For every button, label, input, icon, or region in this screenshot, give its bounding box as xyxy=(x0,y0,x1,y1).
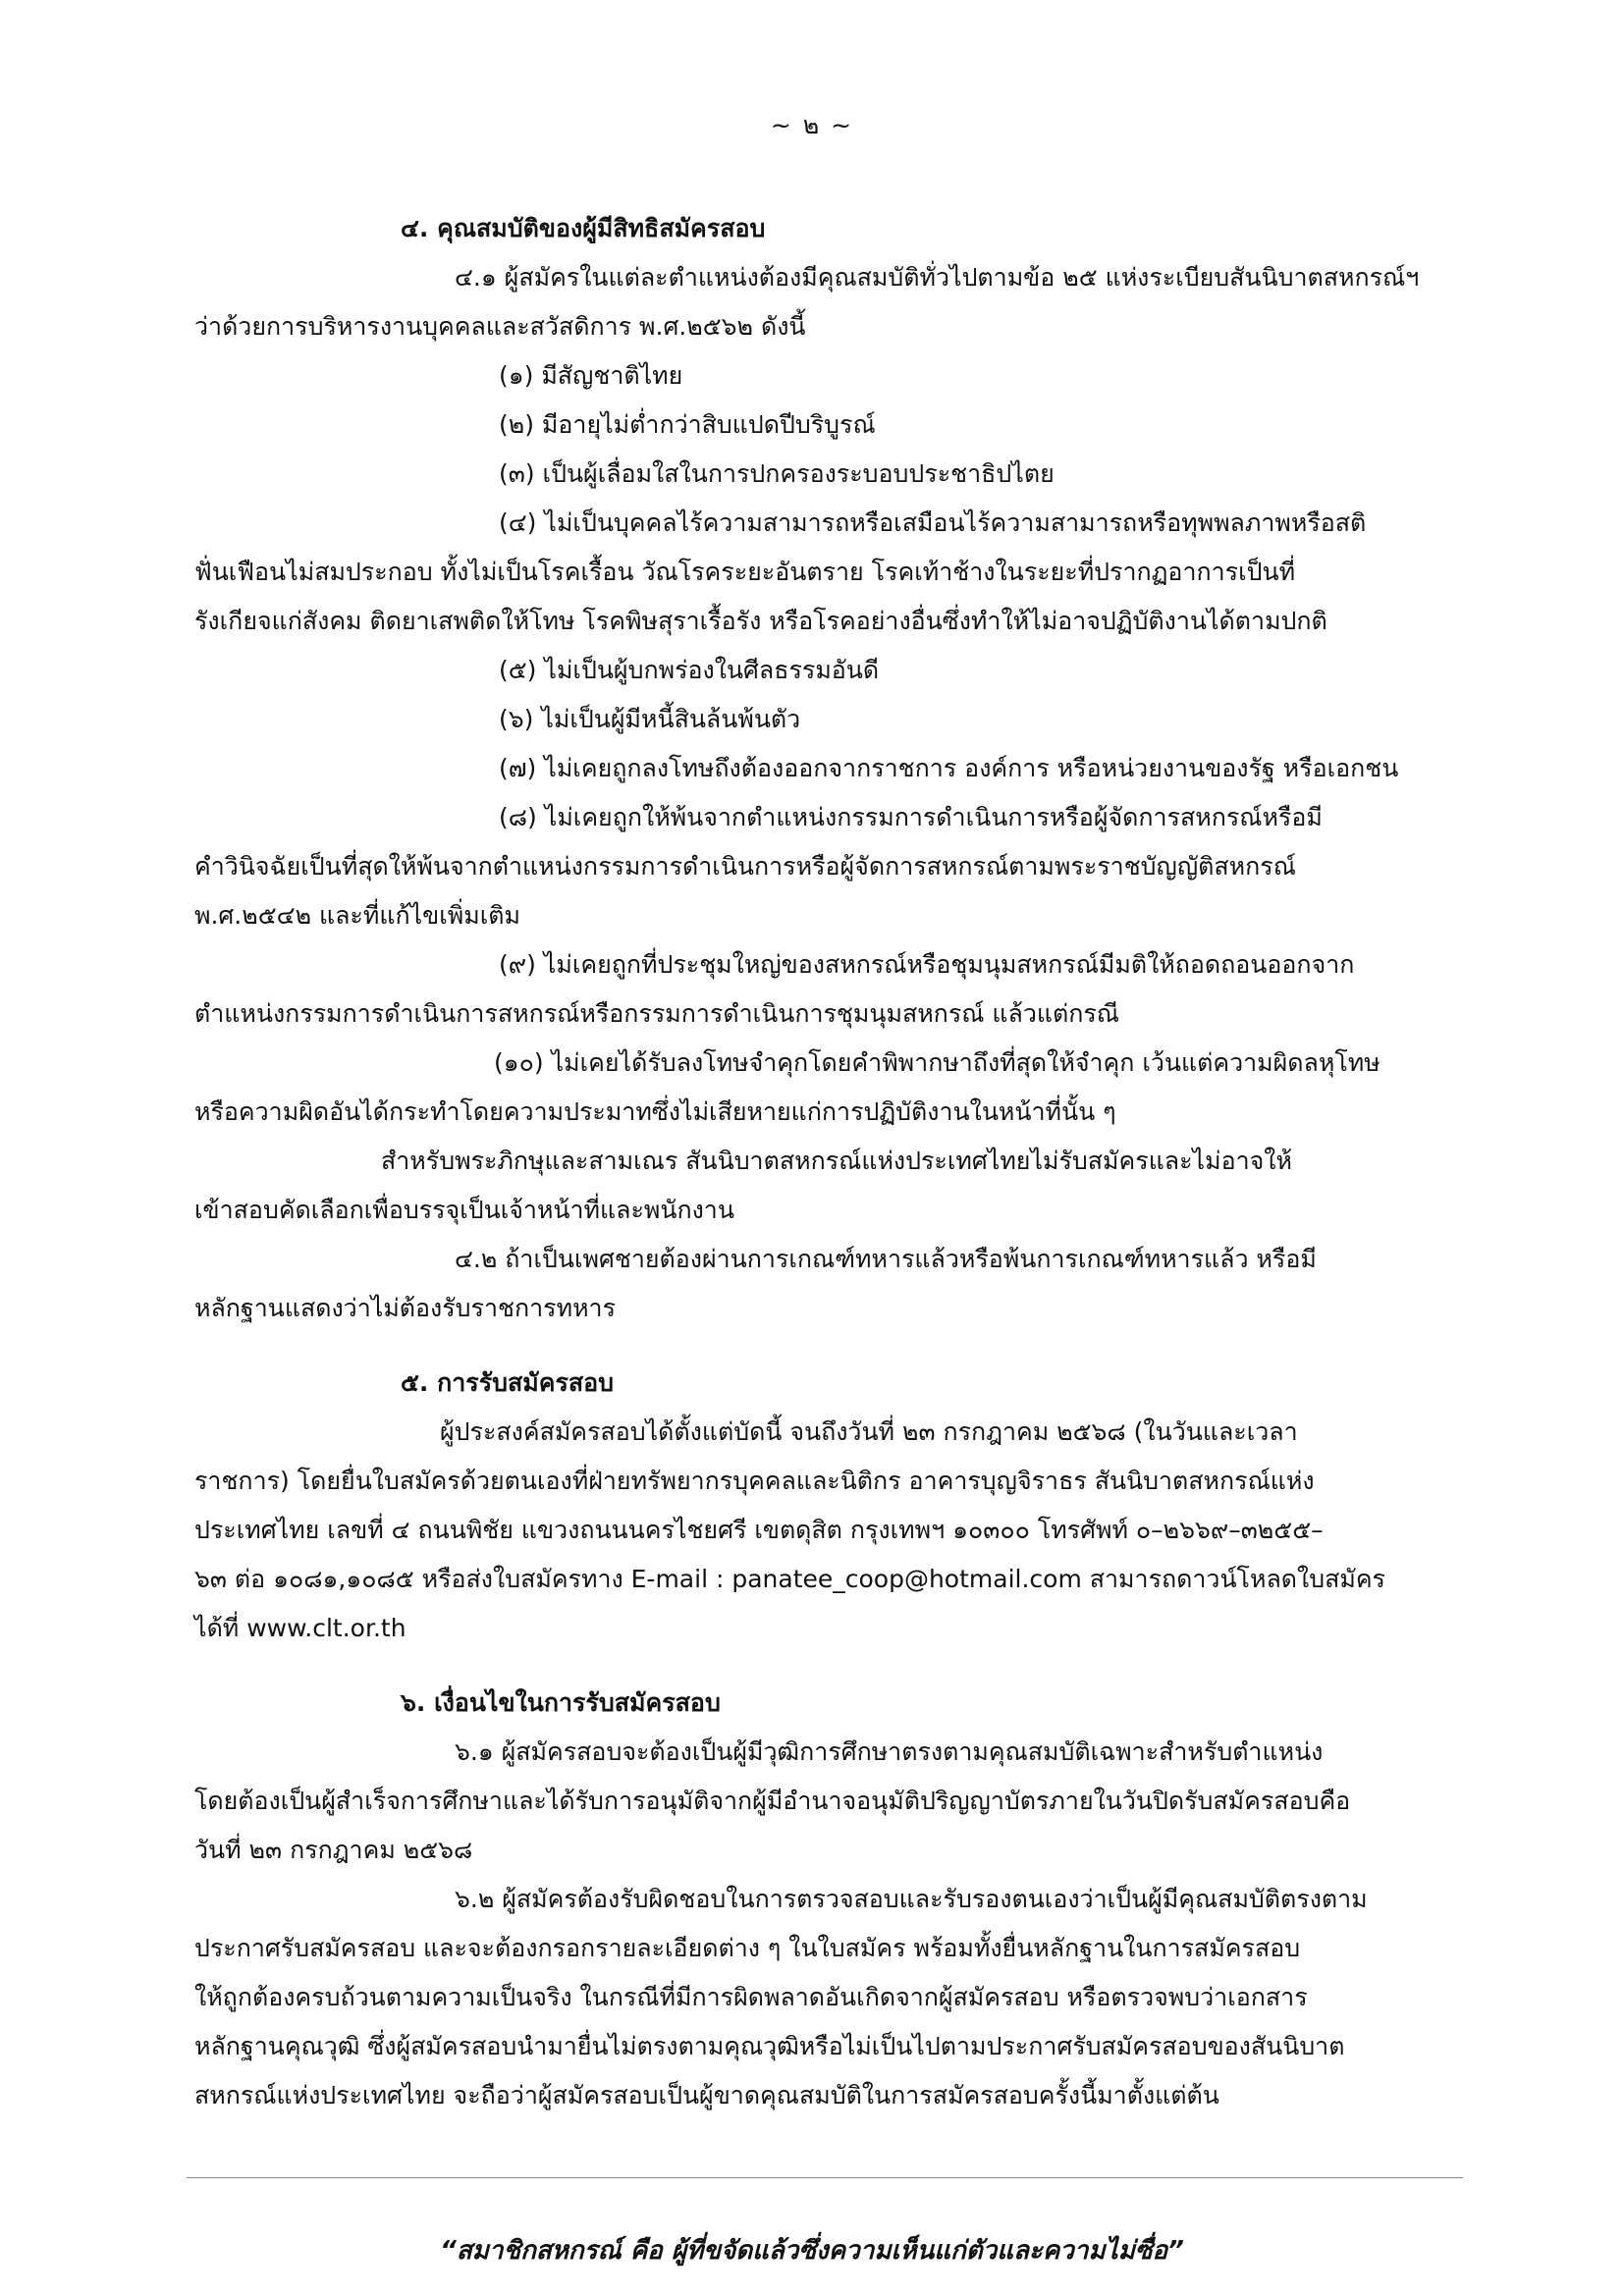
qualification-4-line-1: (๔) ไม่เป็นบุคคลไร้ความสามารถหรือเสมือนไร้ความสามารถหรือทุพพลภาพหรือสติ xyxy=(499,508,1367,537)
paragraph-4-1-line-1: ๔.๑ ผู้สมัครในแต่ละตำแหน่งต้องมีคุณสมบัติทั่วไปตามข้อ ๒๕ แห่งระเบียบสันนิบาตสหกรณ์ฯ xyxy=(455,263,1420,292)
qualification-8-line-2: คำวินิจฉัยเป็นที่สุดให้พ้นจากตำแหน่งกรรมการดำเนินการหรือผู้จัดการสหกรณ์ตามพระราชบัญญัติสหกรณ์ xyxy=(194,852,1296,881)
monk-note-line-2: เข้าสอบคัดเลือกเพื่อบรรจุเป็นเจ้าหน้าที่และพนักงาน xyxy=(194,1196,734,1224)
qualification-4-line-2: ฟั่นเฟือนไม่สมประกอบ ทั้งไม่เป็นโรคเรื้อน วัณโรคระยะอันตราย โรคเท้าช้างในระยะที่ปรากฏอาการเป็นที่ xyxy=(194,558,1296,586)
qualification-1: (๑) มีสัญชาติไทย xyxy=(499,361,683,390)
section-5-line-4: ๖๓ ต่อ ๑๐๘๑,๑๐๘๕ หรือส่งใบสมัครทาง E-mail : panatee_coop@hotmail.com สามารถดาวน์โหลดใบสมัคร xyxy=(194,1565,1385,1593)
qualification-9-line-1: (๙) ไม่เคยถูกที่ประชุมใหญ่ของสหกรณ์หรือชุมนุมสหกรณ์มีมติให้ถอดถอนออกจาก xyxy=(499,950,1355,979)
qualification-5: (๕) ไม่เป็นผู้บกพร่องในศีลธรรมอันดี xyxy=(499,656,880,684)
qualification-7: (๗) ไม่เคยถูกลงโทษถึงต้องออกจากราชการ องค์การ หรือหน่วยงานของรัฐ หรือเอกชน xyxy=(499,754,1399,782)
paragraph-6-2-line-4: หลักฐานคุณวุฒิ ซึ่งผู้สมัครสอบนำมายื่นไม่ตรงตามคุณวุฒิหรือไม่เป็นไปตามประกาศรับสมัครสอบของสันนิบาต xyxy=(194,2032,1345,2060)
paragraph-6-1-line-3: วันที่ ๒๓ กรกฎาคม ๒๕๖๘ xyxy=(194,1836,473,1864)
section-4-heading: ๔. คุณสมบัติของผู้มีสิทธิสมัครสอบ xyxy=(401,214,766,242)
qualification-10-line-2: หรือความผิดอันได้กระทำโดยความประมาทซึ่งไม่เสียหายแก่การปฏิบัติงานในหน้าที่นั้น ๆ xyxy=(194,1097,1116,1126)
paragraph-6-2-line-1: ๖.๒ ผู้สมัครต้องรับผิดชอบในการตรวจสอบและรับรองตนเองว่าเป็นผู้มีคุณสมบัติตรงตาม xyxy=(455,1885,1368,1913)
paragraph-4-2-line-1: ๔.๒ ถ้าเป็นเพศชายต้องผ่านการเกณฑ์ทหารแล้วหรือพ้นการเกณฑ์ทหารแล้ว หรือมี xyxy=(455,1245,1317,1273)
footer-motto: “สมาชิกสหกรณ์ คือ ผู้ที่ขจัดแล้วซึ่งความเห็นแก่ตัวและความไม่ซื่อ” xyxy=(440,2236,1184,2266)
qualification-10-line-1: (๑๐) ไม่เคยได้รับลงโทษจำคุกโดยคำพิพากษาถึงที่สุดให้จำคุก เว้นแต่ความผิดลหุโทษ xyxy=(494,1048,1380,1077)
qualification-8-line-3: พ.ศ.๒๕๔๒ และที่แก้ไขเพิ่มเติม xyxy=(194,901,521,930)
document-body xyxy=(194,204,1461,2120)
section-6-heading: ๖. เงื่อนไขในการรับสมัครสอบ xyxy=(401,1688,721,1717)
qualification-3: (๓) เป็นผู้เลื่อมใสในการปกครองระบอบประชาธิปไตย xyxy=(499,459,1055,488)
section-5-line-1: ผู้ประสงค์สมัครสอบได้ตั้งแต่บัดนี้ จนถึงวันที่ ๒๓ กรกฎาคม ๒๕๖๘ (ในวันและเวลา xyxy=(440,1417,1298,1446)
paragraph-6-1-line-1: ๖.๑ ผู้สมัครสอบจะต้องเป็นผู้มีวุฒิการศึกษาตรงตามคุณสมบัติเฉพาะสำหรับตำแหน่ง xyxy=(455,1737,1324,1766)
paragraph-4-1-line-2: ว่าด้วยการบริหารงานบุคคลและสวัสดิการ พ.ศ.๒๕๖๒ ดังนี้ xyxy=(194,312,806,341)
footer-divider xyxy=(187,2177,1463,2178)
paragraph-6-2-line-2: ประกาศรับสมัครสอบ และจะต้องกรอกรายละเอียดต่าง ๆ ในใบสมัคร พร้อมทั้งยื่นหลักฐานในการสมัครสอบ xyxy=(194,1934,1301,1962)
qualification-8-line-1: (๘) ไม่เคยถูกให้พ้นจากตำแหน่งกรรมการดำเนินการหรือผู้จัดการสหกรณ์หรือมี xyxy=(499,803,1323,831)
section-5-line-2: ราชการ) โดยยื่นใบสมัครด้วยตนเองที่ฝ่ายทรัพยากรบุคคลและนิติกร อาคารบุญจิราธร สันนิบาตสหกรณ์แห่ง xyxy=(194,1467,1315,1495)
paragraph-6-2-line-5: สหกรณ์แห่งประเทศไทย จะถือว่าผู้สมัครสอบเป็นผู้ขาดคุณสมบัติในการสมัครสอบครั้งนี้มาตั้งแต่ต้น xyxy=(194,2081,1219,2109)
qualification-9-line-2: ตำแหน่งกรรมการดำเนินการสหกรณ์หรือกรรมการดำเนินการชุมนุมสหกรณ์ แล้วแต่กรณี xyxy=(194,999,1119,1028)
qualification-6: (๖) ไม่เป็นผู้มีหนี้สินล้นพ้นตัว xyxy=(499,705,801,733)
paragraph-6-2-line-3: ให้ถูกต้องครบถ้วนตามความเป็นจริง ในกรณีที่มีการผิดพลาดอันเกิดจากผู้สมัครสอบ หรือตรวจพบว่าเอกสาร xyxy=(194,1983,1308,2011)
qualification-2: (๒) มีอายุไม่ต่ำกว่าสิบแปดปีบริบูรณ์ xyxy=(499,410,876,439)
paragraph-4-2-line-2: หลักฐานแสดงว่าไม่ต้องรับราชการทหาร xyxy=(194,1294,617,1322)
section-5-heading: ๕. การรับสมัครสอบ xyxy=(401,1368,615,1397)
page-number: ~ ๒ ~ xyxy=(770,111,854,139)
section-5-line-3: ประเทศไทย เลขที่ ๔ ถนนพิชัย แขวงถนนนครไชยศรี เขตดุสิต กรุงเทพฯ ๑๐๓๐๐ โทรศัพท์ ๐–๒๖๖๙–๓๒๕๕– xyxy=(194,1516,1324,1544)
monk-note-line-1: สำหรับพระภิกษุและสามเณร สันนิบาตสหกรณ์แห่งประเทศไทยไม่รับสมัครและไม่อาจให้ xyxy=(381,1147,1292,1175)
paragraph-6-1-line-2: โดยต้องเป็นผู้สำเร็จการศึกษาและได้รับการอนุมัติจากผู้มีอำนาจอนุมัติปริญญาบัตรภายในวันปิดรับสมัครสอบคือ xyxy=(194,1787,1351,1815)
qualification-4-line-3: รังเกียจแก่สังคม ติดยาเสพติดให้โทษ โรคพิษสุราเรื้อรัง หรือโรคอย่างอื่นซึ่งทำให้ไม่อาจปฏิบัติงานได้ตามปกติ xyxy=(194,607,1327,635)
section-5-line-5: ได้ที่ www.clt.or.th xyxy=(194,1614,406,1642)
